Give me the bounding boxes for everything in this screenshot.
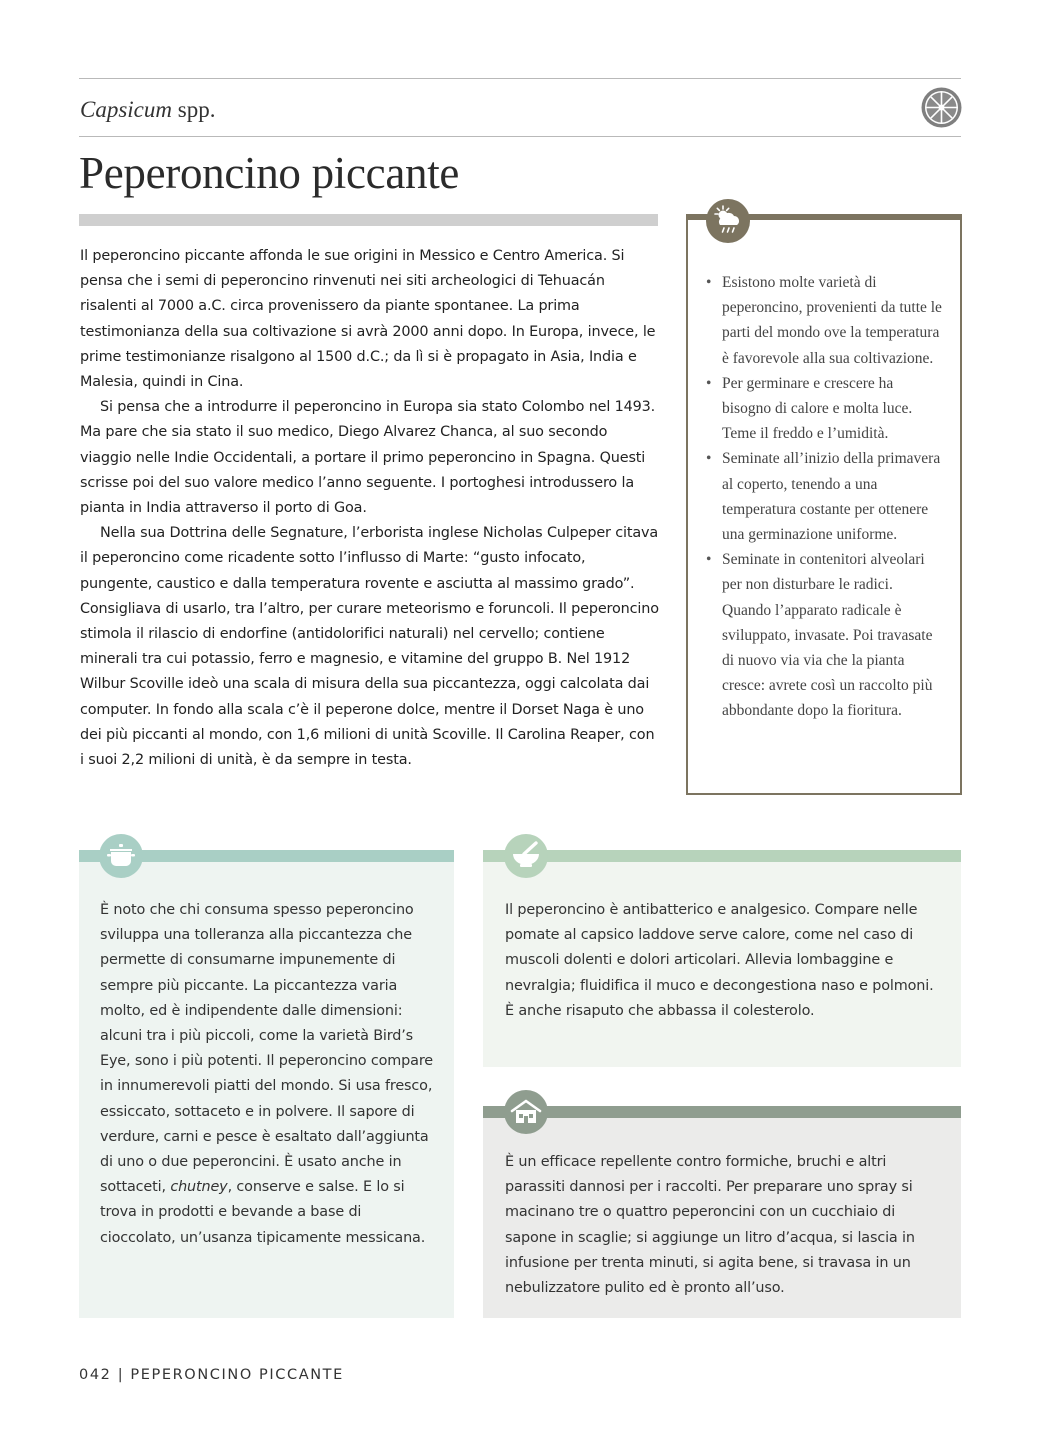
medicinal-band <box>483 850 961 862</box>
household-text <box>505 1150 935 1301</box>
culinary-text-part-2: , conserve e salse. E lo si trova in prodotti e bevande a base di cioccolato, un’usanza tipicamente messicana. <box>100 1179 426 1246</box>
page-footer <box>79 1367 344 1383</box>
culinary-paragraph <box>100 898 440 1251</box>
sun-cloud-rain-icon <box>705 198 751 244</box>
top-rule <box>79 78 961 79</box>
mortar-pestle-icon <box>503 833 549 879</box>
species-name <box>80 97 215 123</box>
footer-separator: | <box>117 1367 125 1383</box>
header-rule <box>79 136 961 137</box>
house-icon <box>503 1089 549 1135</box>
growing-tip: • Seminate in contenitori alveolari per non disturbare le radici. Quando l’apparato radicale è sviluppato, invasate. Poi travasate di nuovo via via che la pianta cresce: avrete così un raccolto più abbondante dopo la fioritura. <box>705 547 945 723</box>
growing-tip: • Per germinare e crescere ha bisogno di calore e molta luce. Teme il freddo e l’umidità. <box>705 371 945 447</box>
culinary-text-part-1: È noto che chi consuma spesso peperoncino sviluppa una tolleranza alla piccantezza che permette di consumarne impunemente di sempre più piccante. La piccantezza varia molto, ed è indipendente dalle dimensioni: alcuni tra i più piccoli, come la varietà Bird’s Eye, sono i più potenti. Il peperoncino compare in innumerevoli piatti del mondo. Si usa fresco, essiccato, sottaceto e in polvere. Il sapore di verdure, carni e pesce è esaltato dall’aggiunta di uno o due peperoncini. È usato anche in sottaceti, <box>100 902 433 1196</box>
household-paragraph: È un efficace repellente contro formiche, bruchi e altri parassiti dannosi per i raccolti. Per preparare uno spray si macinano tre o quattro peperoncini con un cucchiaio di sapone in scaglie; si aggiunge un litro d’acqua, si lascia in infusione per trenta minuti, si agita bene, si travasa in un nebulizzatore pulito ed è pronto all’uso. <box>505 1154 915 1297</box>
main-article <box>80 244 662 773</box>
intro-bar <box>79 214 658 226</box>
main-paragraph-1: Il peperoncino piccante affonda le sue origini in Messico e Centro America. Si pensa che i semi di peperoncino rinvenuti nei siti archeologici di Tehuacán risalenti al 7000 a.C. circa provenissero da piante spontanee. La prima testimonianza della sua coltivazione si avrà 2000 anni dopo. In Europa, invece, le prime testimonianze risalgono al 1500 d.C.; da lì si è propagato in Asia, India e Malesia, quindi in Cina. <box>80 248 656 391</box>
citrus-slice-icon <box>920 86 963 129</box>
cooking-pot-icon <box>98 833 144 879</box>
page-title: Peperoncino piccante <box>79 148 460 198</box>
page-number: 042 <box>79 1367 112 1383</box>
medicinal-paragraph: Il peperoncino è antibatterico e analgesico. Compare nelle pomate al capsico laddove serve calore, come nel caso di muscoli dolenti e dolori articolari. Allevia lombaggine e nevralgia; fluidifica il muco e decongestiona naso e polmoni. È anche risaputo che abbassa il colesterolo. <box>505 902 934 1019</box>
footer-section-title: PEPERONCINO PICCANTE <box>130 1367 344 1383</box>
medicinal-text <box>505 898 945 1024</box>
culinary-text-italic: chutney <box>170 1179 228 1196</box>
main-paragraph-2: Si pensa che a introdurre il peperoncino in Europa sia stato Colombo nel 1493. Ma pare che sia stato il suo medico, Diego Alvarez Chanca, al suo secondo viaggio nelle Indie Occidentali, a portare il primo peperoncino in Spagna. Questi scrisse poi del suo valore medico l’anno seguente. I portoghesi introdussero la pianta in India attraverso il porto di Goa. <box>80 399 656 517</box>
growing-tips-list <box>705 270 945 724</box>
culinary-text <box>100 898 440 1251</box>
species-genus: Capsicum <box>80 97 172 122</box>
main-paragraph-3: Nella sua Dottrina delle Segnature, l’erborista inglese Nicholas Culpeper citava il peperoncino come ricadente sotto l’influsso di Marte: “gusto infocato, pungente, caustico e dalla temperatura rovente e asciutta al massimo grado”. Consigliava di usarlo, tra l’altro, per curare meteorismo e foruncoli. Il peperoncino stimola il rilascio di endorfine (antidolorifici naturali) nel cervello; contiene minerali tra cui potassio, ferro e magnesio, e vitamine del gruppo B. Nel 1912 Wilbur Scoville ideò una scala di misura della sua piccantezza, oggi calcolata dai computer. In fondo alla scala c’è il peperone dolce, mentre il Dorset Naga è uno dei più piccanti al mondo, con 1,6 milioni di unità Scoville. Il Carolina Reaper, con i suoi 2,2 milioni di unità, è da sempre in testa. <box>80 525 659 769</box>
household-band <box>483 1106 961 1118</box>
species-suffix: spp. <box>177 97 216 122</box>
growing-tip: • Esistono molte varietà di peperoncino, provenienti da tutte le parti del mondo ove la temperatura è favorevole alla sua coltivazione. <box>705 270 945 371</box>
growing-tip: • Seminate all’inizio della primavera al coperto, tenendo a una temperatura costante per ottenere una germinazione uniforme. <box>705 446 945 547</box>
